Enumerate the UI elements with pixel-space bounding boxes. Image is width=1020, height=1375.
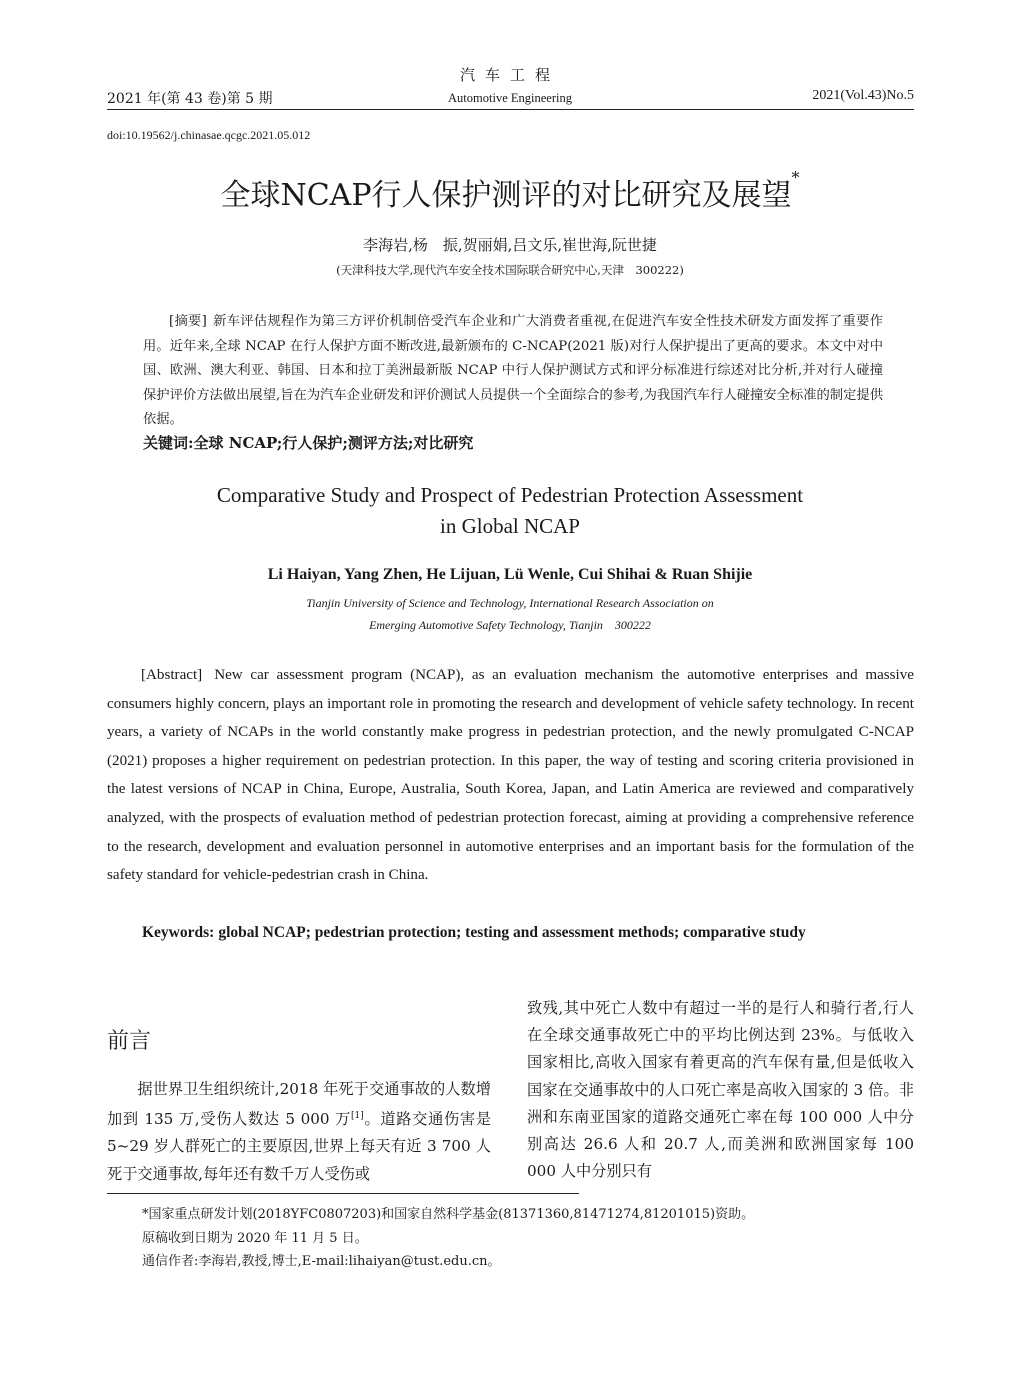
affiliation-en [0,592,1020,636]
footnote-received: 原稿收到日期为 2020 年 11 月 5 日。 [142,1230,368,1246]
issue-en: 2021(Vol.43)No.5 [812,88,914,103]
title-en [0,480,1020,542]
title-cn [0,170,1020,214]
abstract-cn [143,310,883,433]
abstract-en [107,661,914,890]
keywords-en-text: global NCAP; pedestrian protection; testing and assessment methods; comparative study [218,924,806,941]
footnotes [142,1203,754,1274]
title-en-line1: Comparative Study and Prospect of Pedestrian Protection Assessment [216,483,804,507]
abstract-en-label: [Abstract] [141,667,203,683]
footnote-correspondence: 通信作者:李海岩,教授,博士,E-mail:lihaiyan@tust.edu.cn。 [142,1254,501,1269]
journal-name-en: Automotive Engineering [448,91,572,105]
keywords-en-label: Keywords: [142,924,215,941]
title-en-line2: in Global NCAP [439,514,580,538]
keywords-cn: 关键词:全球 NCAP;行人保护;测评方法;对比研究 [143,434,474,452]
abstract-en-text: New car assessment program (NCAP), as an evaluation mechanism the automotive enterprises and massive consumers highly concern, plays an important role in promoting the research and development of vehicle safety technology. In recent years, a variety of NCAPs in the world constantly make progress in pedestrian protection, and the newly promulgated C-NCAP (2021) proposes a higher requirement on pedestrian protection. In this paper, the way of testing and scoring criteria provisioned in the latest versions of NCAP in China, Europe, Australia, South Korea, Japan, and Latin America are reviewed and comparatively analyzed, with the prospects of evaluation method of pedestrian protection forecast, aiming at providing a comprehensive reference to the research, development and evaluation personnel in automotive enterprises and an important basis for the formulation of the safety standard for vehicle-pedestrian crash in China. [107,667,914,884]
abstract-cn-label: [摘要] [169,314,207,329]
citation-ref[interactable]: [1] [351,1111,364,1122]
keywords-en [142,919,914,946]
affiliation-en-line1: Tianjin University of Science and Technology, International Research Association on [306,596,714,610]
affiliation-cn: (天津科技大学,现代汽车安全技术国际联合研究中心,天津 300222) [336,263,684,277]
section-title: 前言 [107,1029,152,1054]
doi[interactable]: doi:10.19562/j.chinasae.qcgc.2021.05.012 [107,128,311,142]
abstract-cn-text: 新车评估规程作为第三方评价机制倍受汽车企业和广大消费者重视,在促进汽车安全性技术研发方面发挥了重要作用。近年来,全球 NCAP 在行人保护方面不断改进,最新颁布的 C-NCAP(2021 版)对行人保护提出了更高的要求。本文中对中国、欧洲、澳大利亚、韩国、日本和拉丁美洲最新版 NCAP 中行人保护测试方式和评分标准进行综述对比分析,并对行人碰撞保护评价方法做出展望,旨在为汽车企业研发和评价测试人员提供一个全面综合的参考,为我国汽车行人碰撞安全标准的制定提供依据。 [143,314,883,428]
affiliation-en-line2: Emerging Automotive Safety Technology, Tianjin 300222 [369,618,651,632]
issue-cn: 2021 年(第 43 卷)第 5 期 [107,91,273,107]
footnote-rule [107,1193,579,1194]
body-left-text: 据世界卫生组织统计,2018 年死于交通事故的人数增加到 135 万,受伤人数达 5 000 万 [107,1080,491,1129]
title-footnote-mark: * [791,168,800,187]
authors-en: Li Haiyan, Yang Zhen, He Lijuan, Lü Wenle, Cui Shihai & Ruan Shijie [267,566,753,583]
header-rule [107,109,914,110]
body-column-right: 致残,其中死亡人数中有超过一半的是行人和骑行者,行人在全球交通事故死亡中的平均比例达到 23%。与低收入国家相比,高收入国家有着更高的汽车保有量,但是低收入国家在交通事故中的人口死亡率是高收入国家的 3 倍。非洲和东南亚国家的道路交通死亡率在每 100 000 人中分别高达 26.6 人和 20.7 人,而美洲和欧洲国家每 100 000 人中分别只有 [527,999,914,1181]
authors-cn: 李海岩,杨 振,贺丽娟,吕文乐,崔世海,阮世捷 [363,236,657,254]
journal-name-cn: 汽车工程 [459,66,560,84]
body-column-left [107,1076,491,1188]
body-left-rest: 。道路交通伤害是 5~29 岁人群死亡的主要原因,世界上每天有近 3 700 人死于交通事故,每年还有数千万人受伤或 [107,1110,492,1183]
title-cn-text: 全球NCAP行人保护测评的对比研究及展望 [220,178,792,213]
footnote-funding: *国家重点研发计划(2018YFC0807203)和国家自然科学基金(81371360,81471274,81201015)资助。 [142,1207,755,1222]
